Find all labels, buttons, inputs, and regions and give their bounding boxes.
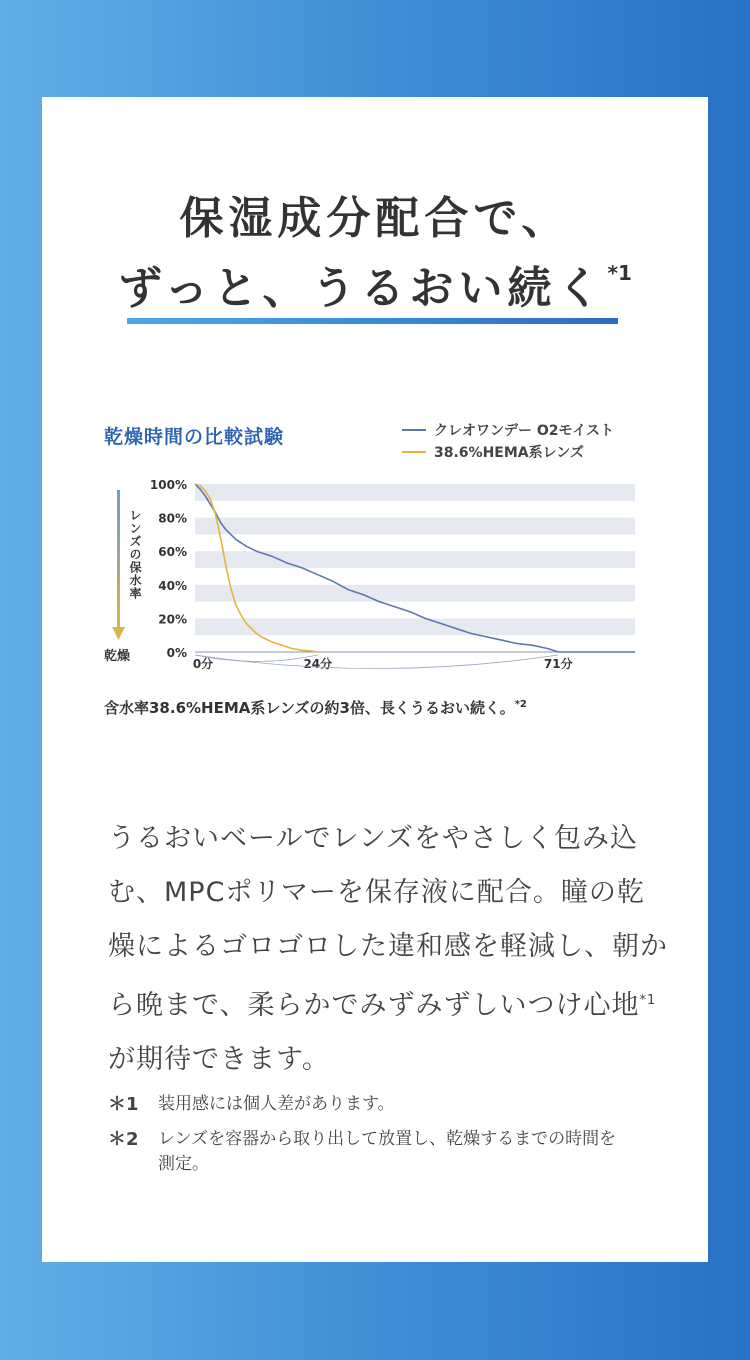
y-axis-arrow-head bbox=[112, 627, 125, 640]
legend-label-series2: 38.6%HEMA系レンズ bbox=[434, 445, 584, 461]
body-paragraph bbox=[108, 812, 668, 1087]
footnote-ref-1: *1 bbox=[607, 261, 632, 285]
body-text: うるおいベールでレンズをやさしく包み込む、MPCポリマーを保存液に配合。瞳の乾燥によるゴロゴロした違和感を軽減し、朝から晩まで、柔らかでみずみずしいつけ心地 bbox=[108, 823, 668, 1021]
chart-annotation bbox=[104, 697, 527, 718]
headline-line2-text: ずっと、うるおい続く bbox=[118, 263, 606, 314]
x-tick-label: 0分 bbox=[192, 657, 214, 671]
grid-band bbox=[195, 551, 635, 568]
drying-time-chart bbox=[42, 97, 708, 697]
grid-band bbox=[195, 618, 635, 635]
footnote-ref-2: *2 bbox=[514, 699, 527, 710]
x-tick-label: 71分 bbox=[543, 657, 573, 671]
y-tick-label: 0% bbox=[166, 646, 187, 660]
footnote-1-text: 装用感には個人差があります。 bbox=[158, 1094, 395, 1114]
legend-label-series1: クレオワンデー O2モイスト bbox=[434, 423, 614, 439]
y-tick-label: 60% bbox=[158, 545, 187, 560]
y-axis-arrow-shaft bbox=[117, 490, 120, 628]
body-footnote-ref: *1 bbox=[639, 993, 657, 1008]
y-tick-label: 80% bbox=[158, 511, 187, 526]
headline-line1: 保湿成分配合で、 bbox=[179, 193, 571, 244]
y-axis-bottom-label: 乾燥 bbox=[104, 649, 131, 664]
brace-arc-24 bbox=[195, 655, 318, 662]
y-tick-label: 20% bbox=[158, 612, 187, 627]
y-tick-label: 40% bbox=[158, 578, 187, 593]
content-card bbox=[42, 97, 708, 1262]
chart-title: 乾燥時間の比較試験 bbox=[104, 426, 285, 448]
grid-band bbox=[195, 484, 635, 501]
body-text-end: が期待できます。 bbox=[108, 1044, 330, 1075]
y-tick-label: 100% bbox=[149, 478, 187, 492]
grid-band bbox=[195, 585, 635, 602]
grid-band bbox=[195, 518, 635, 535]
chart-annotation-text: 含水率38.6%HEMA系レンズの約3倍、長くうるおい続く。 bbox=[104, 699, 515, 717]
footnote-2-mark: ＊2 bbox=[108, 1129, 139, 1150]
footnote-2 bbox=[108, 1127, 618, 1177]
footnote-1 bbox=[108, 1092, 618, 1117]
y-axis-label: レンズの保水率 bbox=[128, 509, 142, 600]
x-tick-label: 24分 bbox=[303, 657, 333, 671]
footnote-1-mark: ＊1 bbox=[108, 1094, 139, 1115]
footnote-2-text: レンズを容器から取り出して放置し、乾燥するまでの時間を測定。 bbox=[158, 1129, 617, 1174]
